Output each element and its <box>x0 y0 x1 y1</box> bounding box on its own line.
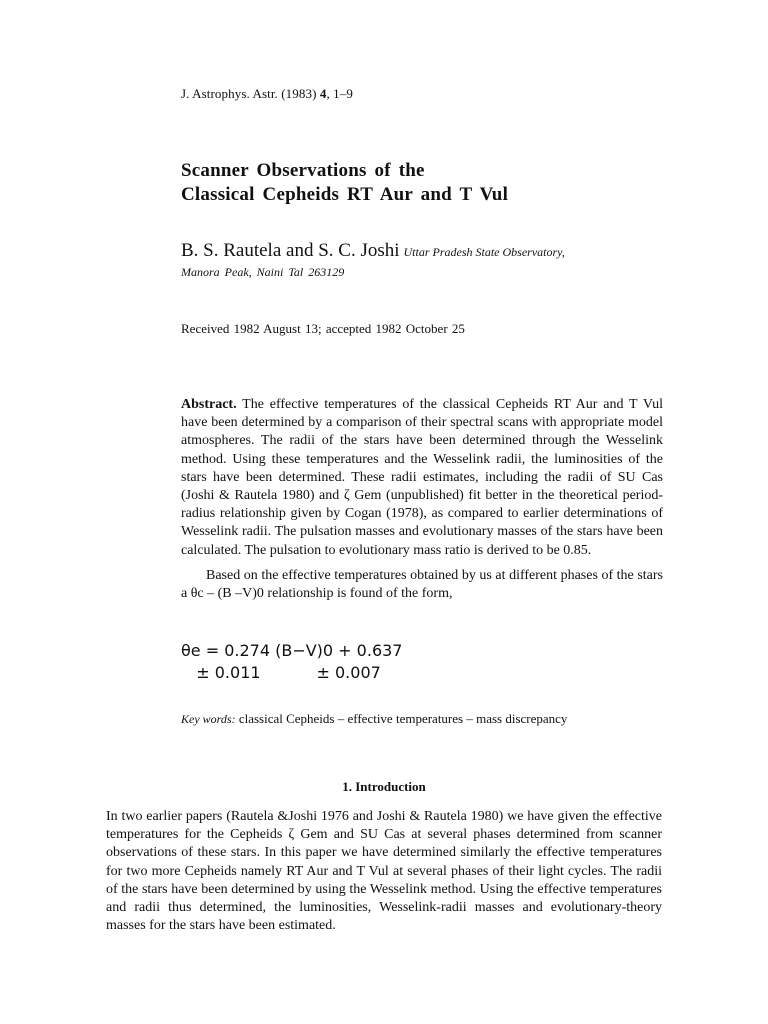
abstract-paragraph <box>181 396 663 560</box>
journal-volume: 4 <box>319 86 327 101</box>
paper-title <box>181 159 508 207</box>
journal-pages: , 1–9 <box>326 86 353 101</box>
intro-paragraph: In two earlier papers (Rautela &Joshi 1976 and Joshi & Rautela 1980) we have given the effective temperatures for the Cepheids ζ Gem and SU Cas at several phases determined from scanner observations of these stars. In this paper we have determined similarly the effective temperatures for two more Cepheids namely RT Aur and T Vul at several phases of their light cycles. The radii of the stars have been determined by using the Wesselink method. Using the effective temperatures and radii thus determined, the luminosities, Wesselink-radii masses and evolutionary-theory masses for the stars have been estimated. <box>106 809 662 934</box>
title-line-2: Classical Cepheids RT Aur and T Vul <box>181 184 509 205</box>
abstract-label: Abstract. <box>181 397 237 412</box>
received-dates: Received 1982 August 13; accepted 1982 October 25 <box>181 321 465 336</box>
keywords <box>181 711 567 727</box>
equation-line-1: θe = 0.274 (B−V)0 + 0.637 <box>181 641 403 660</box>
keywords-text: classical Cepheids – effective temperatures – mass discrepancy <box>238 711 568 726</box>
section-heading: 1. Introduction <box>342 779 426 794</box>
introduction <box>106 808 662 935</box>
affiliation-address: Manora Peak, Naini Tal 263129 <box>181 265 345 279</box>
journal-prefix: J. Astrophys. Astr. (1983) <box>181 86 320 101</box>
author-names: B. S. Rautela and S. C. Joshi <box>181 240 400 261</box>
title-line-1: Scanner Observations of the <box>181 160 425 181</box>
affiliation: Uttar Pradesh State Observatory, <box>403 245 565 259</box>
abstract-text: The effective temperatures of the classical Cepheids RT Aur and T Vul have been determined by a comparison of their spectral scans with appropriate model atmospheres. The radii of the stars have been determined through the Wesselink method. Using these temperatures and the Wesselink radii, the luminosities of the stars have been determined. These radii estimates, including the radii of SU Cas (Joshi & Rautela 1980) and ζ Gem (unpublished) fit better in the theoretical period-radius relationship given by Cogan (1978), as compared to earlier determinations of Wesselink radii. The pulsation masses and evolutionary masses of the stars have been calculated. The pulsation to evolutionary mass ratio is derived to be 0.85. <box>181 397 664 558</box>
abstract-paragraph-2: Based on the effective temperatures obtained by us at different phases of the stars a θc – (B –V)0 relationship is found of the form, <box>181 567 663 602</box>
abstract <box>181 396 663 603</box>
equation-line-2: ± 0.011 ± 0.007 <box>181 663 381 682</box>
author-block <box>181 241 681 282</box>
keywords-label: Key words: <box>181 712 236 726</box>
journal-citation <box>181 86 353 102</box>
equation <box>181 640 402 684</box>
